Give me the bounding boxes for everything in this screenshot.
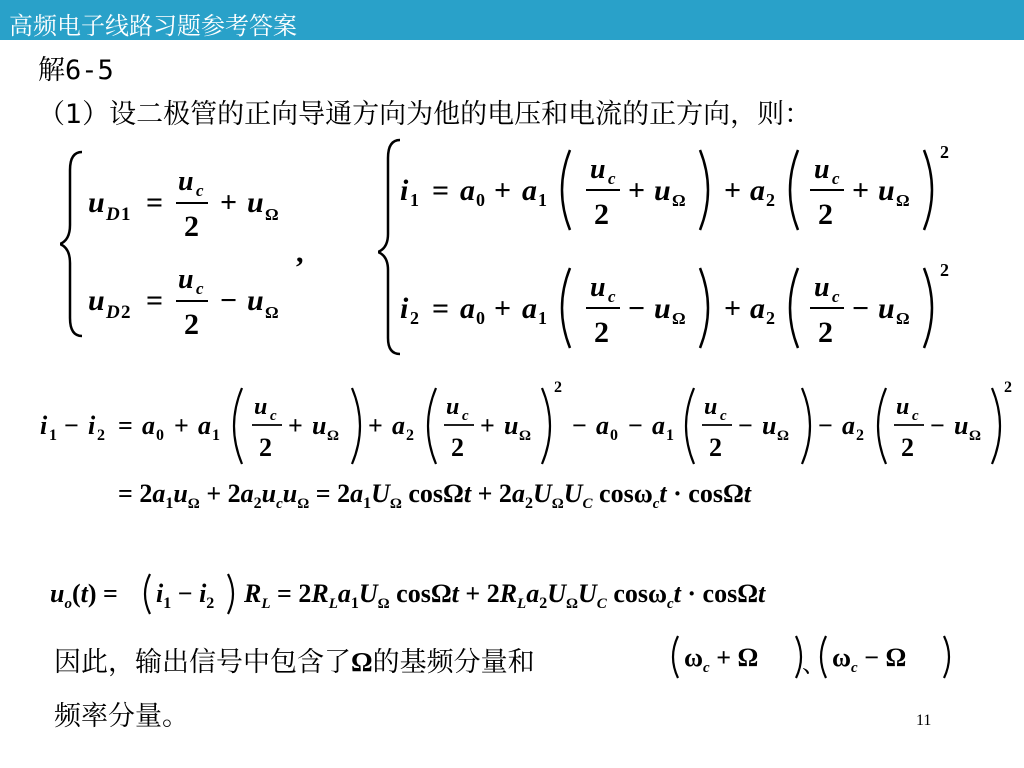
svg-text:Ω: Ω [896, 191, 910, 210]
svg-text:2: 2 [818, 198, 833, 231]
svg-text:−: − [220, 284, 238, 317]
conclusion-mid: 的基频分量和 [372, 647, 535, 678]
svg-text:0: 0 [156, 427, 164, 444]
svg-text:2: 2 [818, 316, 833, 349]
svg-text:2: 2 [594, 198, 609, 231]
svg-text:ωc + Ω: $\omega_c + \Omega$ [684, 643, 759, 676]
svg-text:c: c [608, 287, 616, 306]
svg-text:−: − [628, 292, 646, 325]
svg-text:u: u [654, 292, 671, 325]
svg-text:0: 0 [610, 427, 618, 444]
svg-text:Ω: Ω [265, 205, 279, 224]
svg-text:a: a [842, 411, 855, 440]
svg-text:2: 2 [554, 379, 562, 396]
svg-text:2: 2 [901, 433, 914, 462]
svg-text:i: i [400, 174, 409, 207]
svg-text:2: 2 [406, 427, 414, 444]
svg-text:=: = [118, 411, 133, 440]
svg-text:Ω: Ω [969, 428, 982, 444]
svg-text:u: u [704, 394, 718, 420]
svg-text:a: a [522, 174, 537, 207]
svg-text:−: − [818, 411, 833, 440]
svg-text:u: u [254, 394, 268, 420]
svg-text:c: c [912, 408, 919, 424]
svg-text:Ω: Ω [327, 428, 340, 444]
svg-text:a: a [596, 411, 609, 440]
svg-text:+: + [368, 411, 383, 440]
svg-text:u: u [654, 174, 671, 207]
svg-text:Ω: Ω [672, 309, 686, 328]
svg-text:0: 0 [476, 308, 485, 328]
header-bar [0, 0, 1024, 40]
svg-text:−: − [930, 411, 945, 440]
svg-text:c: c [196, 181, 204, 200]
separator-mark: 、 [802, 652, 826, 678]
svg-text:a: a [460, 292, 475, 325]
svg-text:2: 2 [766, 308, 775, 328]
svg-text:c: c [196, 279, 204, 298]
svg-text:2: 2 [856, 427, 864, 444]
svg-text:=: = [146, 186, 164, 219]
page-number: 11 [916, 712, 932, 729]
svg-text:2: 2 [451, 433, 464, 462]
svg-text:c: c [832, 169, 840, 188]
svg-text:c: c [832, 287, 840, 306]
svg-text:+: + [494, 292, 512, 325]
svg-text:1: 1 [121, 204, 131, 225]
svg-text:1: 1 [410, 190, 419, 210]
svg-text:u: u [88, 284, 105, 317]
svg-text:1: 1 [666, 427, 674, 444]
svg-text:1: 1 [538, 190, 547, 210]
svg-text:−: − [738, 411, 753, 440]
conclusion-line-1 [54, 640, 535, 679]
svg-text:1: 1 [49, 427, 57, 444]
svg-text:0: 0 [476, 190, 485, 210]
svg-text:c: c [720, 408, 727, 424]
svg-text:1: 1 [538, 308, 547, 328]
svg-text:i1 − i2: $i_1 - i_2$ [156, 579, 215, 612]
svg-text:c: c [608, 169, 616, 188]
svg-text:−: − [852, 292, 870, 325]
svg-text:u: u [312, 411, 327, 440]
svg-text:a: a [460, 174, 475, 207]
svg-text:2: 2 [259, 433, 272, 462]
svg-text:u: u [878, 292, 895, 325]
svg-text:2: 2 [184, 308, 199, 341]
svg-text:a: a [392, 411, 405, 440]
svg-text:a: a [198, 411, 211, 440]
svg-text:a: a [522, 292, 537, 325]
header-title: 高频电子线路习题参考答案 [9, 12, 297, 40]
svg-text:a: a [142, 411, 155, 440]
current-difference-equation [30, 378, 1020, 508]
svg-text:u: u [878, 174, 895, 207]
svg-text:i: i [40, 411, 48, 440]
svg-text:Ω: Ω [777, 428, 790, 444]
svg-text:Ω: Ω [672, 191, 686, 210]
svg-text:u: u [178, 264, 194, 295]
svg-text:2: 2 [97, 427, 105, 444]
svg-text:2: 2 [709, 433, 722, 462]
svg-text:u: u [178, 166, 194, 197]
svg-text:+: + [852, 174, 870, 207]
svg-text:u: u [88, 186, 105, 219]
svg-text:,: , [296, 236, 304, 269]
svg-text:+: + [494, 174, 512, 207]
svg-text:=: = [432, 174, 450, 207]
svg-text:u: u [896, 394, 910, 420]
svg-text:D: D [106, 302, 120, 323]
svg-text:=: = [432, 292, 450, 325]
svg-text:=: = [146, 284, 164, 317]
svg-text:−: − [572, 411, 587, 440]
problem-label: 解6-5 [38, 55, 114, 86]
svg-text:+: + [220, 186, 238, 219]
svg-text:u: u [504, 411, 519, 440]
svg-text:−: − [628, 411, 643, 440]
svg-text:+: + [724, 292, 742, 325]
svg-text:u: u [954, 411, 969, 440]
svg-text:1: 1 [212, 427, 220, 444]
svg-text:= 2a1uΩ + 2a2ucuΩ = 2a1UΩ cosΩ: = $2a_1u_\Omega + 2a_2u_cu_\Omega = 2a_1U_\Omega$ $\cos\Omega t + 2a_2U_\Omega U_C$ cosω$_c$t · cosΩt [118, 479, 751, 508]
svg-text:ωc − Ω: $\omega_c - \Omega$ [832, 643, 907, 676]
svg-text:Ω: Ω [265, 303, 279, 322]
diode-voltage-equations [60, 140, 390, 350]
svg-text:2: 2 [940, 142, 949, 162]
svg-text:c: c [270, 408, 277, 424]
current-equations [378, 134, 978, 360]
svg-text:2: 2 [1004, 379, 1012, 396]
svg-text:−: − [64, 411, 79, 440]
svg-text:u: u [762, 411, 777, 440]
svg-text:u: u [247, 284, 264, 317]
svg-text:2: 2 [184, 210, 199, 243]
svg-text:RL = 2RLa1UΩ cosΩt + 2RLa2UΩUC: $R_L = 2R_La_1U_\Omega$ $\cos\Omega t + 2R_La_2U_\Omega U_C$ cosω$_c$t · cosΩt [244, 579, 766, 612]
svg-text:a: a [750, 292, 765, 325]
svg-text:c: c [462, 408, 469, 424]
svg-text:D: D [106, 204, 120, 225]
svg-text:2: 2 [766, 190, 775, 210]
conclusion-line-2: 频率分量。 [54, 701, 189, 732]
conclusion-prefix: 因此，输出信号中包含了 [54, 647, 351, 678]
svg-text:2: 2 [410, 308, 419, 328]
svg-text:2: 2 [940, 260, 949, 280]
svg-text:u: u [446, 394, 460, 420]
svg-text:2: 2 [121, 302, 131, 323]
output-voltage-equation [40, 568, 940, 618]
svg-text:a: a [750, 174, 765, 207]
svg-text:u: u [590, 272, 606, 303]
svg-text:a: a [652, 411, 665, 440]
svg-text:u: u [814, 154, 830, 185]
svg-text:Ω: Ω [519, 428, 532, 444]
svg-text:i: i [400, 292, 409, 325]
svg-text:+: + [628, 174, 646, 207]
svg-text:u: u [814, 272, 830, 303]
svg-text:2: 2 [594, 316, 609, 349]
svg-text:i: i [88, 411, 96, 440]
svg-text:Ω: Ω [896, 309, 910, 328]
svg-text:+: + [480, 411, 495, 440]
svg-text:u: u [247, 186, 264, 219]
sideband-frequencies [668, 632, 958, 682]
svg-text:+: + [288, 411, 303, 440]
omega-symbol: Ω [351, 647, 373, 677]
svg-text:+: + [724, 174, 742, 207]
intro-text: （1）设二极管的正向导通方向为他的电压和电流的正方向，则： [38, 99, 812, 130]
svg-text:uo(t) =: $u_o(t)$ = [50, 579, 118, 612]
svg-text:u: u [590, 154, 606, 185]
svg-text:+: + [174, 411, 189, 440]
